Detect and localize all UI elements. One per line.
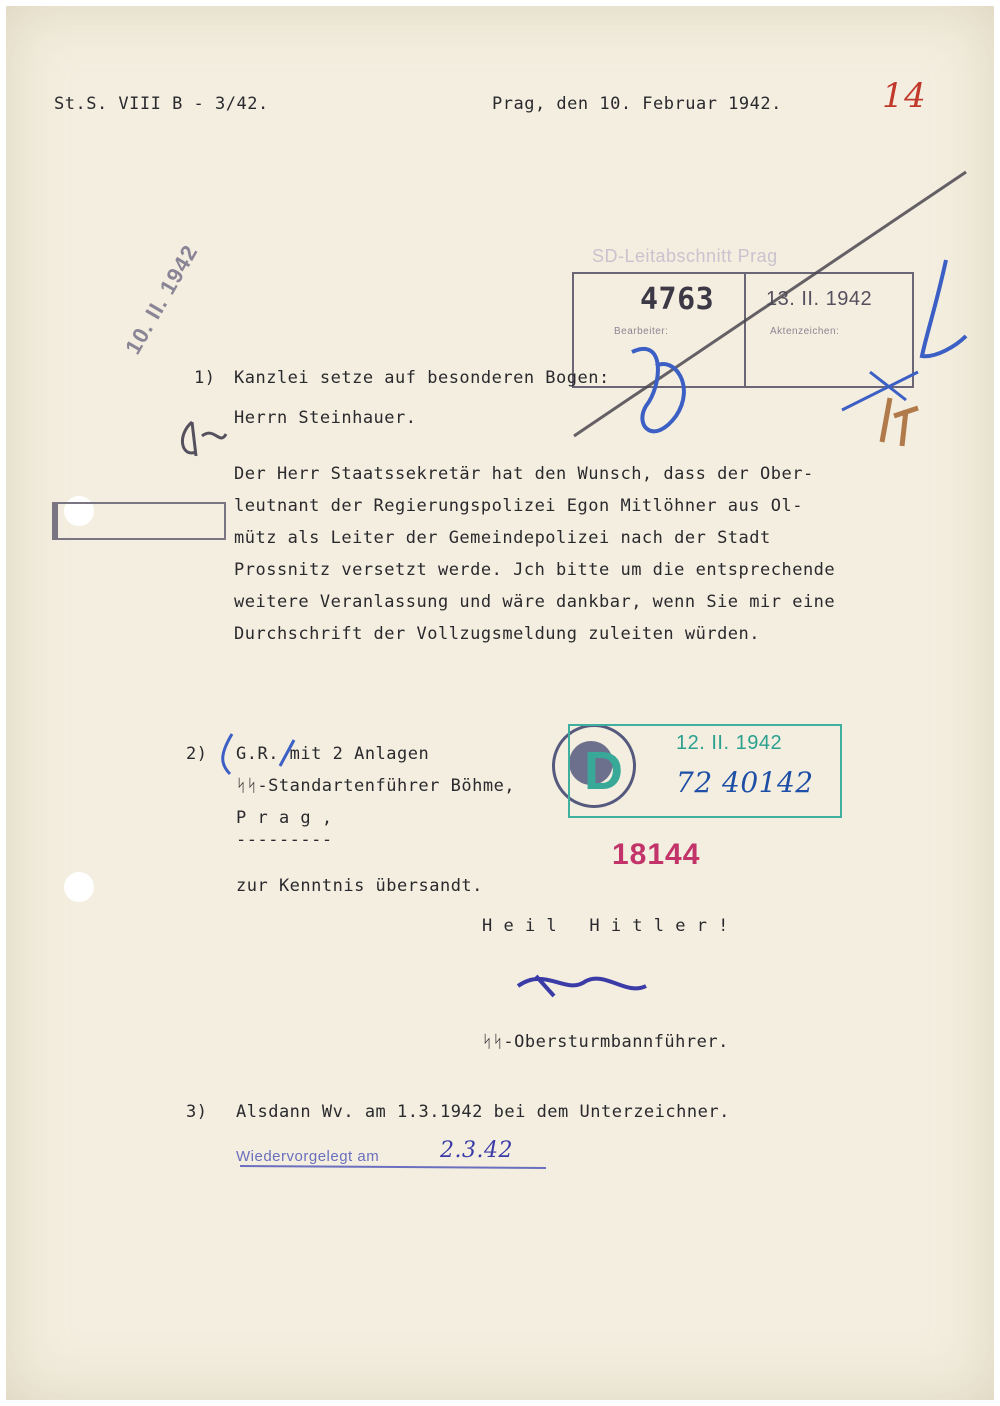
closing-rank: ᛋᛋ-Obersturmbannführer.: [482, 1032, 729, 1052]
punch-hole-bottom: [64, 872, 94, 902]
section2-number: 2): [186, 744, 208, 764]
entry-stamp: [572, 272, 914, 388]
folio-number: 14: [882, 76, 927, 116]
body-line: Prossnitz versetzt werde. Jch bitte um die entsprechende: [234, 560, 836, 580]
entry-stamp-label-right: Aktenzeichen:: [770, 326, 840, 337]
left-date-stamp: 10. II. 1942: [120, 240, 203, 359]
body-line: mütz als Leiter der Gemeindepolizei nach der Stadt: [234, 528, 771, 548]
section2-line: P r a g ,: [236, 808, 333, 828]
section1-instruction: Kanzlei setze auf besonderen Bogen:: [234, 368, 610, 388]
brown-mark: [882, 398, 918, 446]
stamp-office-line: SD-Leitabschnitt Prag: [592, 246, 778, 266]
blue-check-mark: [922, 260, 966, 356]
body-line: leutnant der Regierungspolizei Egon Mitlöhner aus Ol-: [234, 496, 803, 516]
entry-stamp-date: 13. II. 1942: [766, 288, 873, 310]
pencil-initials: [182, 422, 226, 456]
section2-line: G.R. mit 2 Anlagen: [236, 744, 430, 764]
section2-line: ---------: [236, 830, 333, 850]
resubmit-date: 2.3.42: [440, 1138, 513, 1163]
section1-addressee: Herrn Steinhauer.: [234, 408, 417, 428]
receipt-stamp-date: 12. II. 1942: [676, 732, 783, 754]
entry-stamp-number: 4763: [640, 282, 715, 317]
reference-number: St.S. VIII B - 3/42.: [54, 94, 269, 114]
resubmit-label: Wiedervorgelegt am: [236, 1148, 380, 1165]
body-line: weitere Veranlassung und wäre dankbar, wenn Sie mir eine: [234, 592, 836, 612]
section2-line: ᛋᛋ-Standartenführer Böhme,: [236, 776, 516, 796]
document-page: [6, 6, 994, 1400]
closing-greeting: H e i l H i t l e r !: [482, 916, 729, 936]
side-stamp: [52, 502, 226, 540]
place-date: Prag, den 10. Februar 1942.: [492, 94, 782, 114]
entry-stamp-label-left: Bearbeiter:: [614, 326, 669, 337]
section2-note: zur Kenntnis übersandt.: [236, 876, 483, 896]
body-line: Der Herr Staatssekretär hat den Wunsch, dass der Ober-: [234, 464, 814, 484]
handwritten-marks: [6, 6, 994, 1400]
receipt-stamp: [568, 724, 842, 818]
red-stamp-number: 18144: [612, 838, 701, 871]
body-line: Durchschrift der Vollzugsmeldung zuleiten würden.: [234, 624, 761, 644]
section3-number: 3): [186, 1102, 208, 1122]
blue-bracket: [223, 734, 232, 774]
resubmit-underline: [240, 1166, 546, 1168]
receipt-stamp-number: 72 40142: [676, 766, 814, 799]
section3-text: Alsdann Wv. am 1.3.1942 bei dem Unterzeichner.: [236, 1102, 730, 1122]
receipt-stamp-letter: D: [584, 741, 624, 801]
section1-number: 1): [194, 368, 216, 388]
